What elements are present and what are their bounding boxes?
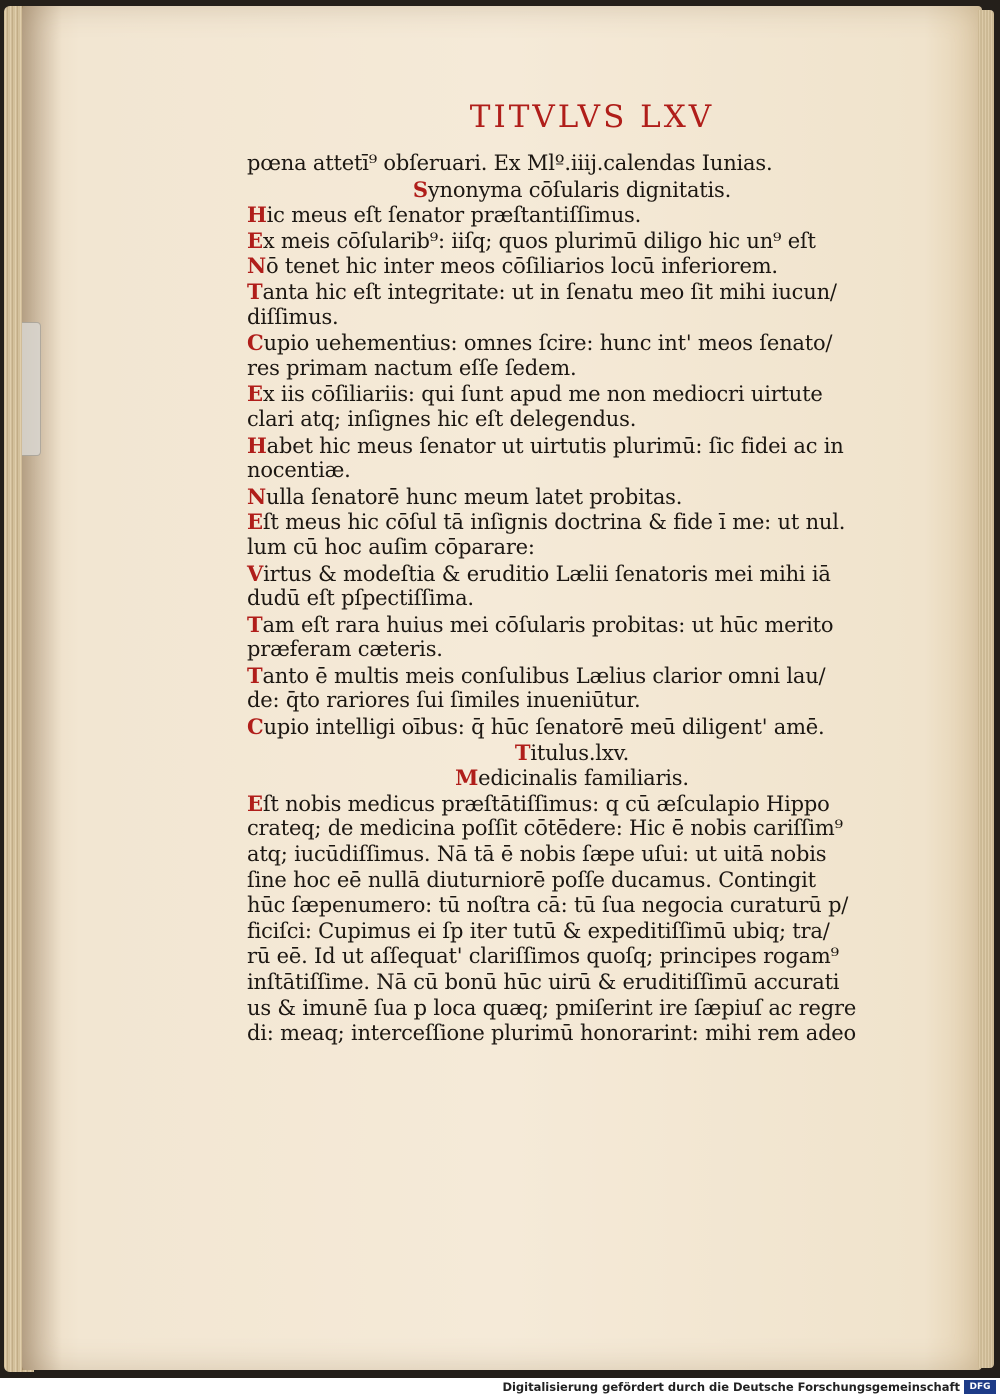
text-line <box>247 842 897 868</box>
rubricated-initial: T <box>247 611 263 637</box>
dfg-logo-icon: DFG <box>964 1380 996 1394</box>
text-line <box>247 740 897 766</box>
text-line <box>247 509 897 535</box>
line-text: ficiſci: Cupimus ei ſp iter tutū & expeditiſſimū ubiq; tra/ <box>247 918 830 943</box>
text-line <box>247 356 897 382</box>
rubricated-initial: N <box>247 253 266 279</box>
line-text: crateq; de medicina poſſit cōtēdere: Hic ē nobis cariſſim⁹ <box>247 816 843 841</box>
line-text: diſſimus. <box>247 304 339 329</box>
line-text: ynonyma cōſularis dignitatis. <box>427 177 732 202</box>
rubricated-initial: H <box>247 202 267 228</box>
rubricated-initial: T <box>247 662 263 688</box>
line-text: præferam cæteris. <box>247 637 443 662</box>
line-text: clari atq; inſignes hic eſt delegendus. <box>247 406 637 431</box>
rubricated-initial: H <box>247 432 267 458</box>
line-text: itulus.lxv. <box>530 740 630 765</box>
text-line <box>247 151 897 177</box>
text-line <box>247 791 897 817</box>
rubricated-initial: N <box>247 483 266 509</box>
line-text: ō tenet hic inter meos cōſiliarios locū inferiorem. <box>266 254 778 279</box>
page-clip <box>22 322 41 456</box>
line-text: anto ē multis meis conſulibus Lælius clarior omni lau/ <box>262 663 826 688</box>
text-line <box>247 688 897 714</box>
text-line <box>247 433 897 459</box>
funding-notice: Digitalisierung gefördert durch die Deutsche Forschungsgemeinschaft <box>502 1380 960 1394</box>
rubricated-initial: E <box>247 509 263 535</box>
text-line <box>247 637 897 663</box>
line-text: hūc ſæpenumero: tū noſtra cā: tū ſua negocia curaturū p/ <box>247 893 849 918</box>
rubricated-initial: T <box>514 739 531 765</box>
text-line <box>247 177 897 203</box>
line-text: edicinalis familiaris. <box>478 766 689 791</box>
text-line <box>247 970 897 996</box>
line-text: lum cū hoc auſim cōparare: <box>247 534 535 559</box>
rubricated-initial: E <box>247 790 263 816</box>
rubricated-initial: M <box>455 765 479 791</box>
text-line <box>247 612 897 638</box>
line-text: x iis cōſiliariis: qui ſunt apud me non mediocri uirtute <box>262 382 823 407</box>
line-text: am eſt rara huius mei cōſularis probitas: ut hūc merito <box>262 612 834 637</box>
text-line <box>247 586 897 612</box>
text-line <box>247 202 897 228</box>
text-line <box>247 458 897 484</box>
rubricated-initial: V <box>247 560 264 586</box>
line-text: de: q̄to rariores ſui ſimiles inueniūtur. <box>247 688 641 713</box>
text-line <box>247 535 897 561</box>
rubricated-initial: E <box>247 227 263 253</box>
line-text: res primam nactum eſſe ſedem. <box>247 355 577 380</box>
rubricated-initial: T <box>247 278 263 304</box>
line-text: upio uehementius: omnes ſcire: hunc int' meos ſenato/ <box>263 331 833 356</box>
text-line <box>247 765 897 791</box>
text-line <box>247 253 897 279</box>
page-title: TITVLVS LXV <box>469 99 715 135</box>
text-line <box>247 561 897 587</box>
line-text: atq; iucūdiſſimus. Nā tā ē nobis ſæpe uſui: ut uitā nobis <box>247 842 827 867</box>
text-line <box>247 305 897 331</box>
line-text: irtus & modeſtia & eruditio Lælii ſenatoris mei mihi iā <box>263 561 831 586</box>
text-line <box>247 868 897 894</box>
line-text: dudū eſt pſpectiſſima. <box>247 586 474 611</box>
rubricated-initial: E <box>247 381 263 407</box>
text-line <box>247 919 897 945</box>
line-text: ſine hoc eē nullā diuturniorē poſſe ducamus. Contingit <box>247 867 816 892</box>
text-line <box>247 714 897 740</box>
line-text: abet hic meus ſenator ut uirtutis plurimū: ſic fidei ac in <box>266 433 844 458</box>
text-line <box>247 228 897 254</box>
text-line <box>247 944 897 970</box>
text-line <box>247 893 897 919</box>
text-block <box>247 95 897 1047</box>
line-text: pœna attetī⁹ obſeruari. Ex Mlº.iiij.calendas Iunias. <box>247 151 773 175</box>
page-fore-edge <box>978 10 994 1368</box>
line-text: rū eē. Id ut aſſequat' clariſſimos quoſq; principes rogam⁹ <box>247 944 839 969</box>
gutter-shadow <box>22 6 62 1370</box>
line-text: nocentiæ. <box>247 458 351 483</box>
text-line <box>247 1021 897 1047</box>
footer-bar <box>0 1378 1000 1398</box>
line-text: ic meus eſt ſenator præſtantiſſimus. <box>266 203 642 228</box>
line-text: ſt nobis medicus præſtātiſſimus: q cū æſculapio Hippo <box>262 791 830 816</box>
line-text: ulla ſenatorē hunc meum latet probitas. <box>266 484 683 509</box>
text-line <box>247 663 897 689</box>
line-text: inſtātiſſime. Nā cū bonū hūc uirū & eruditiſſimū accurati <box>247 970 840 994</box>
line-text: us & imunē ſua p loca quæq; pmiſerint ire ſæpiuſ ac regre <box>247 995 857 1020</box>
text-line <box>247 279 897 305</box>
line-text: ſt meus hic cōſul tā inſignis doctrina & fide ī me: ut nul. <box>262 510 846 535</box>
text-line <box>247 330 897 356</box>
line-text: x meis cōſularib⁹: iiſq; quos plurimū diligo hic un⁹ eſt <box>262 228 816 253</box>
text-line <box>247 381 897 407</box>
rubricated-initial: C <box>247 330 264 356</box>
text-lines <box>247 151 897 1047</box>
text-line <box>247 484 897 510</box>
rubricated-initial: C <box>247 714 264 740</box>
text-line <box>247 407 897 433</box>
line-text: di: meaq; interceſſione plurimū honorarint: mihi rem adeo <box>247 1021 856 1046</box>
rubricated-initial: S <box>412 176 428 202</box>
line-text: anta hic eſt integritate: ut in ſenatu meo ſit mihi iucun/ <box>262 279 837 304</box>
text-line <box>247 816 897 842</box>
text-line <box>247 996 897 1022</box>
line-text: upio intelligi oībus: q̄ hūc ſenatorē meū diligent' amē. <box>263 715 825 740</box>
